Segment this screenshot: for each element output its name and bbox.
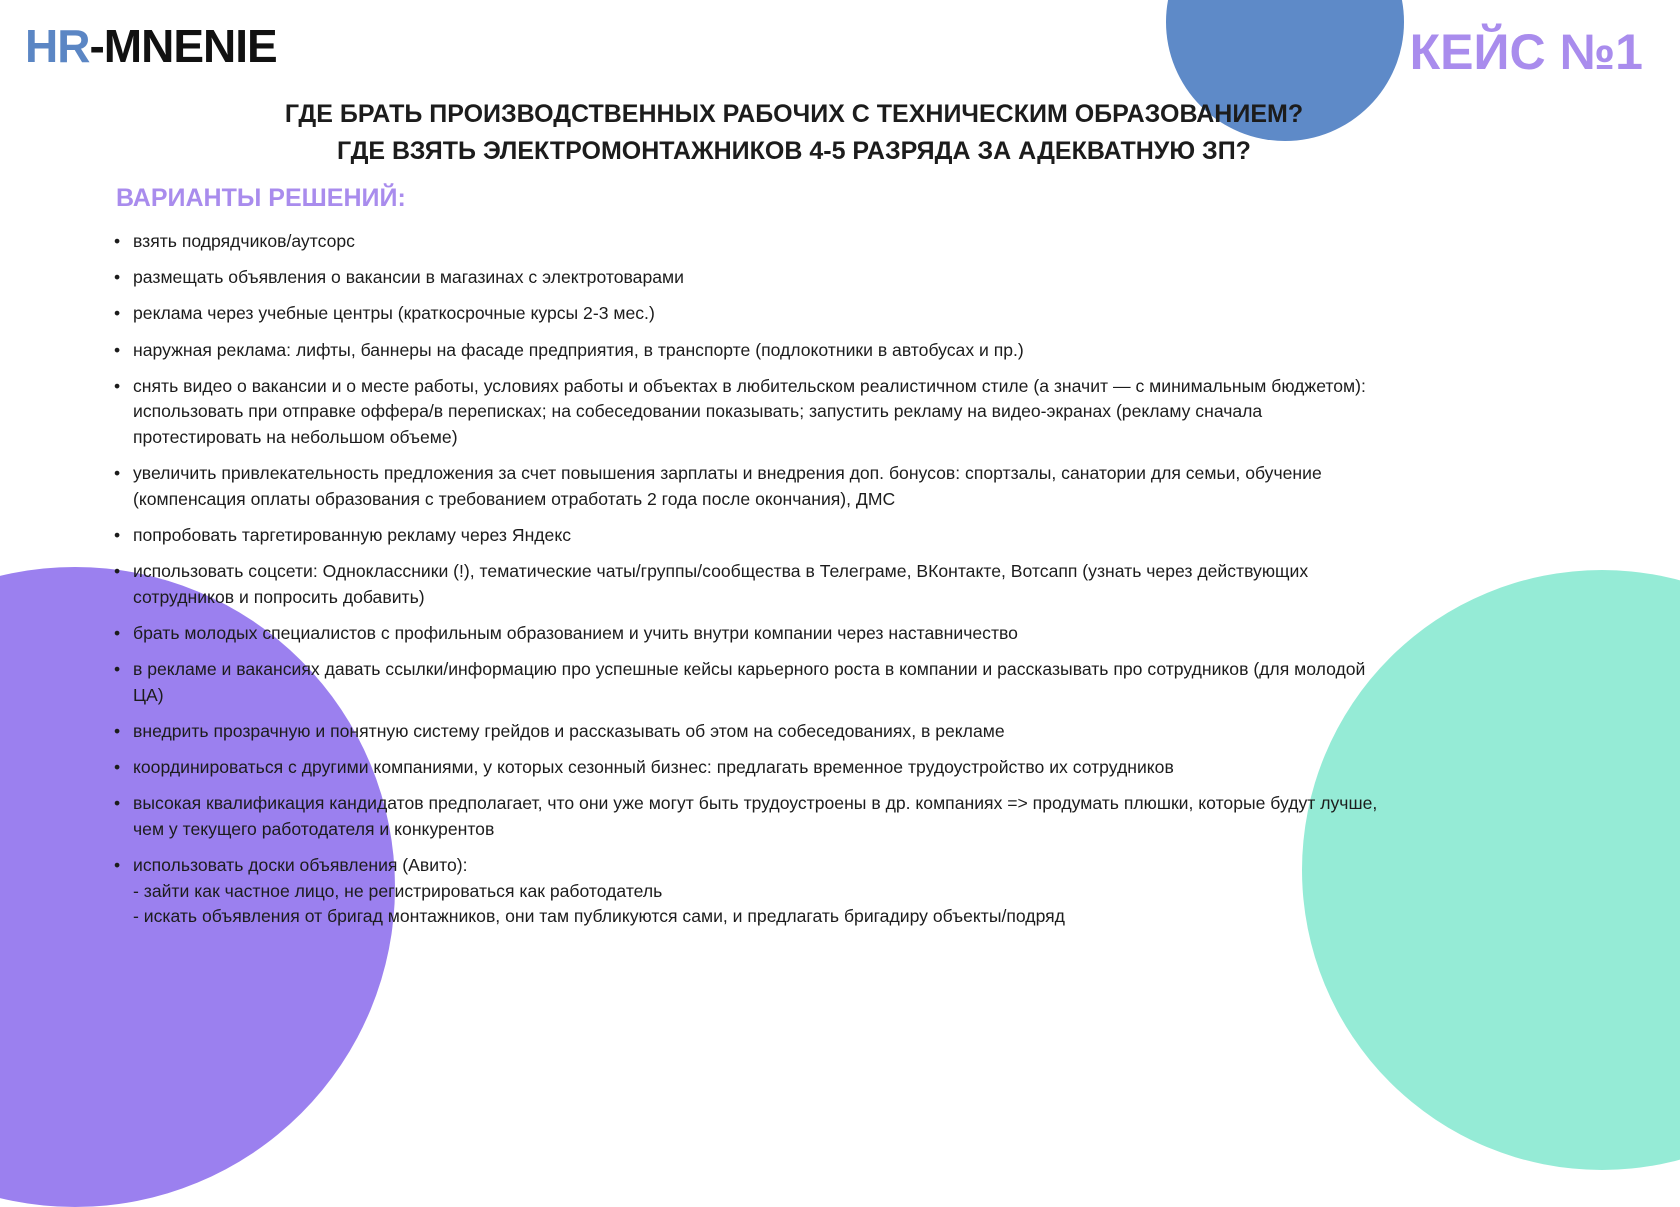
bullet-icon: • xyxy=(114,524,121,545)
solution-item xyxy=(114,461,1534,512)
solution-text-line: использовать доски объявления (Авито): xyxy=(133,855,468,875)
headline-line-1: ГДЕ БРАТЬ ПРОИЗВОДСТВЕННЫХ РАБОЧИХ С ТЕХНИЧЕСКИМ ОБРАЗОВАНИЕМ? xyxy=(284,100,1304,128)
solution-text-line: использовать соцсети: Одноклассники (!), тематические чаты/группы/сообщества в Телеграме, ВКонтакте, Вотсапп (узнать через действующих xyxy=(133,561,1309,582)
bullet-icon: • xyxy=(114,757,121,778)
solution-item xyxy=(114,791,1534,842)
logo-hr: HR xyxy=(25,20,90,72)
solution-text-line: внедрить прозрачную и понятную систему грейдов и рассказывать об этом на собеседованиях, в рекламе xyxy=(133,720,1005,741)
solution-item xyxy=(114,719,1534,745)
solution-item xyxy=(114,374,1534,451)
case-label: КЕЙС №1 xyxy=(1409,24,1643,80)
solution-text-line: увеличить привлекательность предложения за счет повышения зарплаты и внедрения доп. бонусов: спортзалы, санатории для семьи, обучение xyxy=(133,463,1322,484)
solution-text-line: (компенсация оплаты образования с требованием отработать 2 года после окончания), ДМС xyxy=(133,488,896,509)
solution-item xyxy=(114,559,1534,610)
solution-text-line: - искать объявления от бригад монтажников, они там публикуются сами, и предлагать бригадиру объекты/подряд xyxy=(133,906,1065,927)
bullet-icon: • xyxy=(114,231,121,251)
solution-text-line: размещать объявления о вакансии в магазинах с электротоварами xyxy=(133,267,684,288)
solution-item xyxy=(114,265,1534,291)
solution-item xyxy=(114,523,1534,549)
solution-text-line: в рекламе и вакансиях давать ссылки/информацию про успешные кейсы карьерного роста в компании и рассказывать про сотрудников (для молодой xyxy=(133,659,1366,680)
logo-mnenie: MNENIE xyxy=(103,20,277,72)
headline-line-2: ГДЕ ВЗЯТЬ ЭЛЕКТРОМОНТАЖНИКОВ 4-5 РАЗРЯДА ЗА АДЕКВАТНУЮ ЗП? xyxy=(337,137,1251,165)
solution-text-line: снять видео о вакансии и о месте работы, условиях работы и объектах в любительском реалистичном стиле (а значит — с минимальным бюджетом): xyxy=(133,375,1366,396)
solution-item xyxy=(114,755,1534,781)
bullet-icon: • xyxy=(114,463,121,484)
bullet-icon: • xyxy=(114,375,121,396)
solution-text-line: - зайти как частное лицо, не регистрироваться как работодатель xyxy=(133,880,663,901)
solution-item xyxy=(114,229,1534,255)
solution-item xyxy=(114,301,1534,327)
bullet-icon: • xyxy=(114,303,121,324)
solution-text-line: наружная реклама: лифты, баннеры на фасаде предприятия, в транспорте (подлокотники в автобусах и пр.) xyxy=(133,339,1024,360)
solution-text-line: попробовать таргетированную рекламу через Яндекс xyxy=(133,524,572,545)
solutions-list xyxy=(114,229,1534,940)
solution-text-line: взять подрядчиков/аутсорс xyxy=(133,231,355,251)
bullet-icon: • xyxy=(114,793,121,814)
bullet-icon: • xyxy=(114,720,121,741)
bullet-icon: • xyxy=(114,561,121,582)
bullet-icon: • xyxy=(114,855,121,875)
solution-text-line: протестировать на небольшом объеме) xyxy=(133,426,458,447)
bullet-icon: • xyxy=(114,622,121,643)
solution-text-line: брать молодых специалистов с профильным образованием и учить внутри компании через наставничество xyxy=(133,622,1018,643)
logo-dash: - xyxy=(89,20,104,72)
solution-text-line: ЦА) xyxy=(133,684,164,705)
solution-text-line: чем у текущего работодателя и конкурентов xyxy=(133,818,495,839)
headline xyxy=(0,96,1588,170)
bullet-icon: • xyxy=(114,339,121,360)
bullet-icon: • xyxy=(114,267,121,288)
solution-item xyxy=(114,621,1534,647)
solution-text-line: высокая квалификация кандидатов предполагает, что они уже могут быть трудоустроены в др. компаниях => продумать плюшки, которые будут лучше, xyxy=(133,793,1378,814)
logo xyxy=(25,18,277,74)
solution-item xyxy=(114,853,1534,930)
solution-text-line: реклама через учебные центры (краткосрочные курсы 2-3 мес.) xyxy=(133,303,655,324)
solution-text-line: использовать при отправке оффера/в переписках; на собеседовании показывать; запустить рекламу на видео-экранах (рекламу сначала xyxy=(133,401,1263,422)
solution-item xyxy=(114,657,1534,708)
section-title: ВАРИАНТЫ РЕШЕНИЙ: xyxy=(116,184,406,212)
solution-text-line: координироваться с другими компаниями, у которых сезонный бизнес: предлагать временное трудоустройство их сотрудников xyxy=(133,757,1174,778)
solution-item xyxy=(114,338,1534,364)
solution-text-line: сотрудников и попросить добавить) xyxy=(133,586,425,607)
bullet-icon: • xyxy=(114,659,121,680)
